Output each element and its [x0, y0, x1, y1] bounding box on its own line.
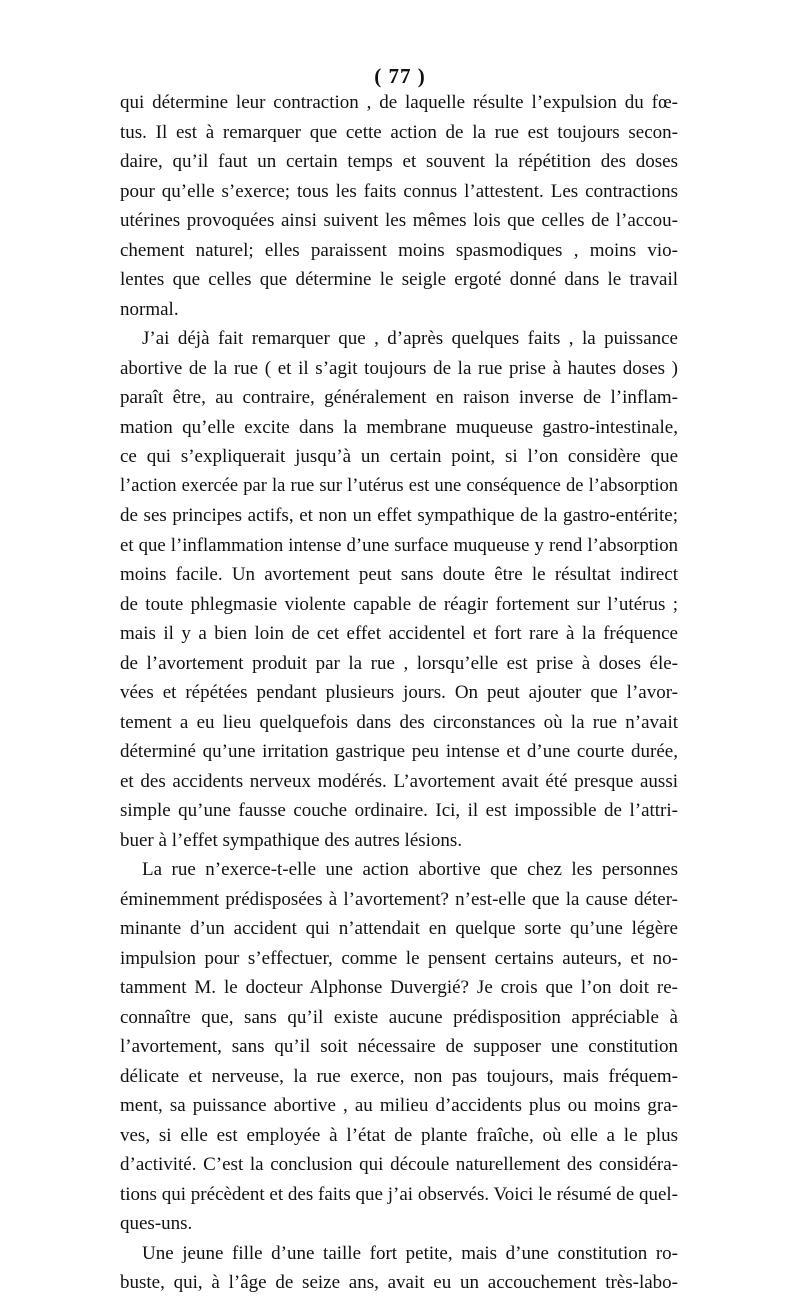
text-line: de toute phlegmasie violente capable de réagir fortement sur l’utérus ; [120, 593, 678, 615]
text-line: qui détermine leur contraction , de laquelle résulte l’expulsion du fœ- [120, 92, 678, 113]
text-line: normal. [120, 298, 179, 320]
text-line: J’ai déjà fait remarquer que , d’après quelques faits , la puissance [142, 328, 678, 349]
text-line: connaître que, sans qu’il existe aucune prédisposition appréciable à [120, 1006, 678, 1028]
text-line: ves, si elle est employée à l’état de plante fraîche, où elle a le plus [120, 1124, 678, 1146]
text-line: simple qu’une fausse couche ordinaire. Ici, il est impossible de l’attri- [120, 800, 678, 821]
text-line: paraît être, au contraire, généralement en raison inverse de l’inflam- [120, 387, 678, 408]
text-line: lentes que celles que détermine le seigle ergoté donné dans le travail [120, 269, 678, 290]
text-line: et des accidents nerveux modérés. L’avortement avait été presque aussi [120, 770, 678, 792]
text-line: ce qui s’expliquerait jusqu’à un certain point, si l’on considère que [120, 446, 678, 467]
text-line: déterminé qu’une irritation gastrique peu intense et d’une courte durée, [120, 741, 678, 762]
text-line: d’activité. C’est la conclusion qui découle naturellement des considéra- [120, 1154, 678, 1175]
text-line: minante d’un accident qui n’attendait en quelque sorte qu’une légère [120, 918, 678, 939]
text-line: buste, qui, à l’âge de seize ans, avait eu un accouchement très-labo- [120, 1272, 678, 1293]
text-line: tement a eu lieu quelquefois dans des circonstances où la rue n’avait [120, 711, 678, 733]
text-line: délicate et nerveuse, la rue exerce, non pas toujours, mais fréquem- [120, 1065, 678, 1087]
text-line: ques-uns. [120, 1213, 193, 1234]
text-line: éminemment prédisposées à l’avortement? n’est-elle que la cause déter- [120, 888, 678, 910]
text-line: tions qui précèdent et des faits que j’ai observés. Voici le résumé de quel- [120, 1183, 678, 1205]
text-line: pour qu’elle s’exerce; tous les faits connus l’attestent. Les contractions [120, 180, 678, 202]
text-line: vées et répétées pendant plusieurs jours. On peut ajouter que l’avor- [120, 682, 678, 703]
text-line: abortive de la rue ( et il s’agit toujours de la rue prise à hautes doses ) [120, 357, 678, 379]
text-line: de l’avortement produit par la rue , lorsqu’elle est prise à doses éle- [120, 652, 678, 674]
text-line: et que l’inflammation intense d’une surface muqueuse y rend l’absorption [120, 534, 678, 556]
body-text [120, 88, 678, 1298]
text-line: impulsion pour s’effectuer, comme le pensent certains auteurs, et no- [120, 947, 678, 969]
text-line: mation qu’elle excite dans la membrane muqueuse gastro-intestinale, [120, 416, 678, 438]
text-line: moins facile. Un avortement peut sans doute être le résultat indirect [120, 564, 678, 585]
text-line: mais il y a bien loin de cet effet accidentel et fort rare à la fréquence [120, 623, 678, 644]
text-line: Une jeune fille d’une taille fort petite, mais d’une constitution ro- [142, 1242, 678, 1264]
text-line: daire, qu’il faut un certain temps et souvent la répétition des doses [120, 151, 678, 172]
text-line: chement naturel; elles paraissent moins spasmodiques , moins vio- [120, 239, 678, 261]
text-line: tamment M. le docteur Alphonse Duvergié? Je crois que l’on doit re- [120, 977, 678, 998]
text-line: tus. Il est à remarquer que cette action de la rue est toujours secon- [120, 121, 678, 143]
text-line: l’avortement, sans qu’il soit nécessaire de supposer une constitution [120, 1036, 678, 1057]
text-line: La rue n’exerce-t-elle une action abortive que chez les personnes [142, 859, 678, 880]
text-line: buer à l’effet sympathique des autres lésions. [120, 829, 463, 851]
text-line: de ses principes actifs, et non un effet sympathique de la gastro-entérite; [120, 505, 678, 526]
text-line: l’action exercée par la rue sur l’utérus est une conséquence de l’absorption [120, 475, 678, 496]
text-line: ment, sa puissance abortive , au milieu d’accidents plus ou moins gra- [120, 1095, 678, 1116]
text-line: utérines provoquées ainsi suivent les mêmes lois que celles de l’accou- [120, 210, 678, 231]
page-number: ( 77 ) [374, 64, 426, 88]
